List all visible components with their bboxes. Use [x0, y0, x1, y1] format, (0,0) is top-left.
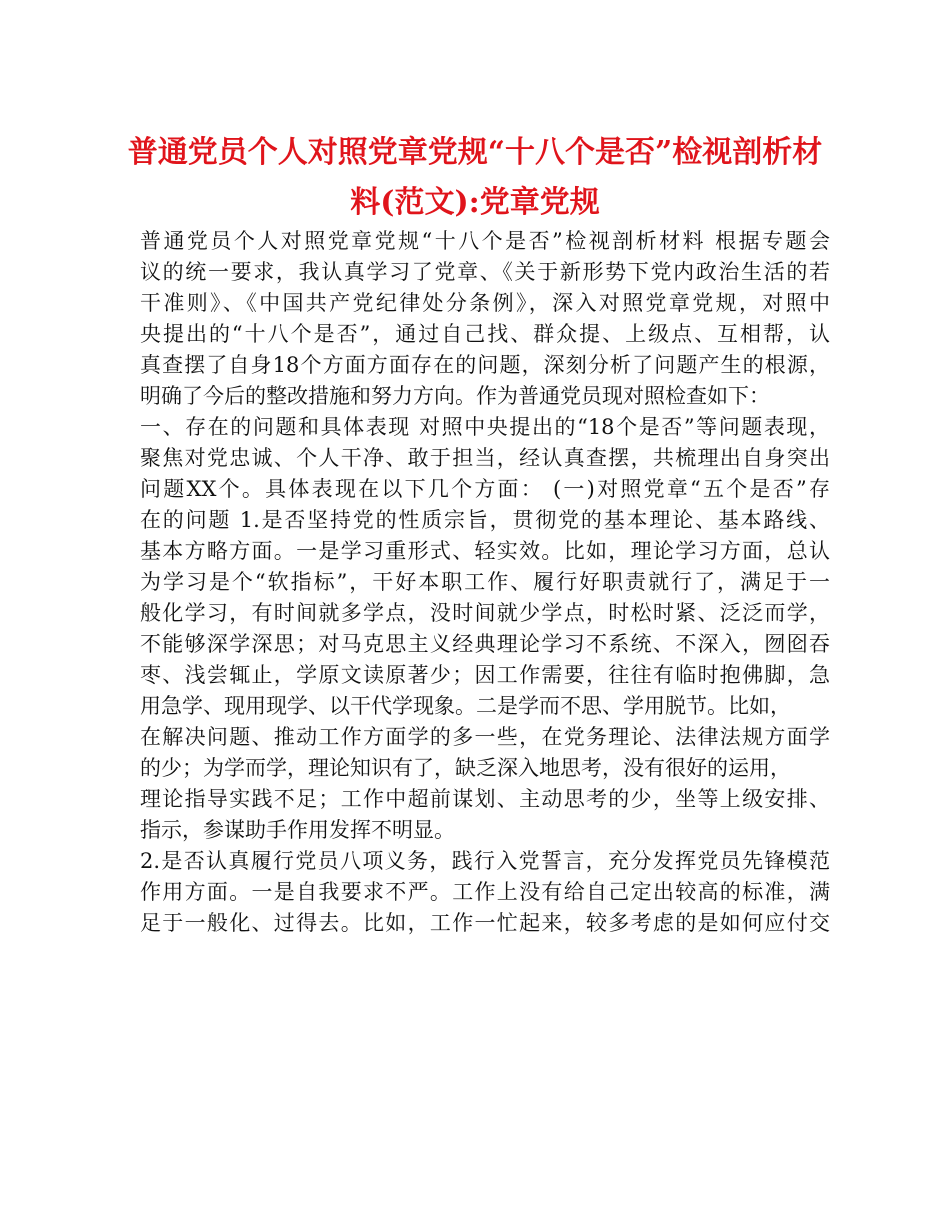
body-line: 指示，参谋助手作用发挥不明显。: [140, 818, 455, 842]
body-line: 干准则》、《中国共产党纪律处分条例》，深入对照党章党规，对照中: [140, 291, 830, 315]
body-line: 枣、浅尝辄止，学原文读原著少；因工作需要，往往有临时抱佛脚，急: [140, 663, 830, 687]
body-line: 明确了今后的整改措施和努力方向。作为普通党员现对照检查如下：: [140, 384, 770, 408]
body-line: 在解决问题、推动工作方面学的多一些，在党务理论、法律法规方面学: [140, 725, 830, 749]
body-line: 议的统一要求，我认真学习了党章、《关于新形势下党内政治生活的若: [140, 260, 830, 284]
body-line: 般化学习，有时间就多学点，没时间就少学点，时松时紧、泛泛而学，: [140, 601, 830, 625]
body-line: 央提出的“十八个是否”，通过自己找、群众提、上级点、互相帮，认: [140, 322, 830, 346]
body-line: 作用方面。一是自我要求不严。工作上没有给自己定出较高的标准，满: [140, 880, 830, 904]
body-line: 不能够深学深思；对马克思主义经典理论学习不系统、不深入，囫囵吞: [140, 632, 830, 656]
body-line: 用急学、现用现学、以干代学现象。二是学而不思、学用脱节。比如，: [140, 694, 791, 718]
body-line: 在的问题 1.是否坚持党的性质宗旨，贯彻党的基本理论、基本路线、: [140, 508, 830, 532]
body-line: 足于一般化、过得去。比如，工作一忙起来，较多考虑的是如何应付交: [140, 911, 830, 935]
body-line: 聚焦对党忠诚、个人干净、敢于担当，经认真查摆，共梳理出自身突出: [140, 446, 830, 470]
title-line-2: 料(范文):党章党规: [350, 185, 600, 220]
document-body: [140, 226, 830, 939]
body-line: 基本方略方面。一是学习重形式、轻实效。比如，理论学习方面，总认: [140, 539, 830, 563]
body-line: 理论指导实践不足；工作中超前谋划、主动思考的少，坐等上级安排、: [140, 787, 830, 811]
body-line: 一、存在的问题和具体表现 对照中央提出的“18个是否”等问题表现，: [140, 415, 830, 439]
body-line: 为学习是个“软指标”，干好本职工作、履行好职责就行了，满足于一: [140, 570, 830, 594]
body-line: 的少；为学而学，理论知识有了，缺乏深入地思考，没有很好的运用，: [140, 756, 791, 780]
body-line: 问题XX个。具体表现在以下几个方面： (一)对照党章“五个是否”存: [140, 477, 830, 501]
document-title: [120, 128, 830, 228]
title-line-1: 普通党员个人对照党章党规“十八个是否”检视剖析材: [127, 135, 823, 170]
body-line: 真查摆了自身18个方面方面存在的问题，深刻分析了问题产生的根源，: [140, 353, 830, 377]
body-line: 2.是否认真履行党员八项义务，践行入党誓言，充分发挥党员先锋模范: [140, 849, 830, 873]
body-line: 普通党员个人对照党章党规“十八个是否”检视剖析材料 根据专题会: [140, 229, 830, 253]
